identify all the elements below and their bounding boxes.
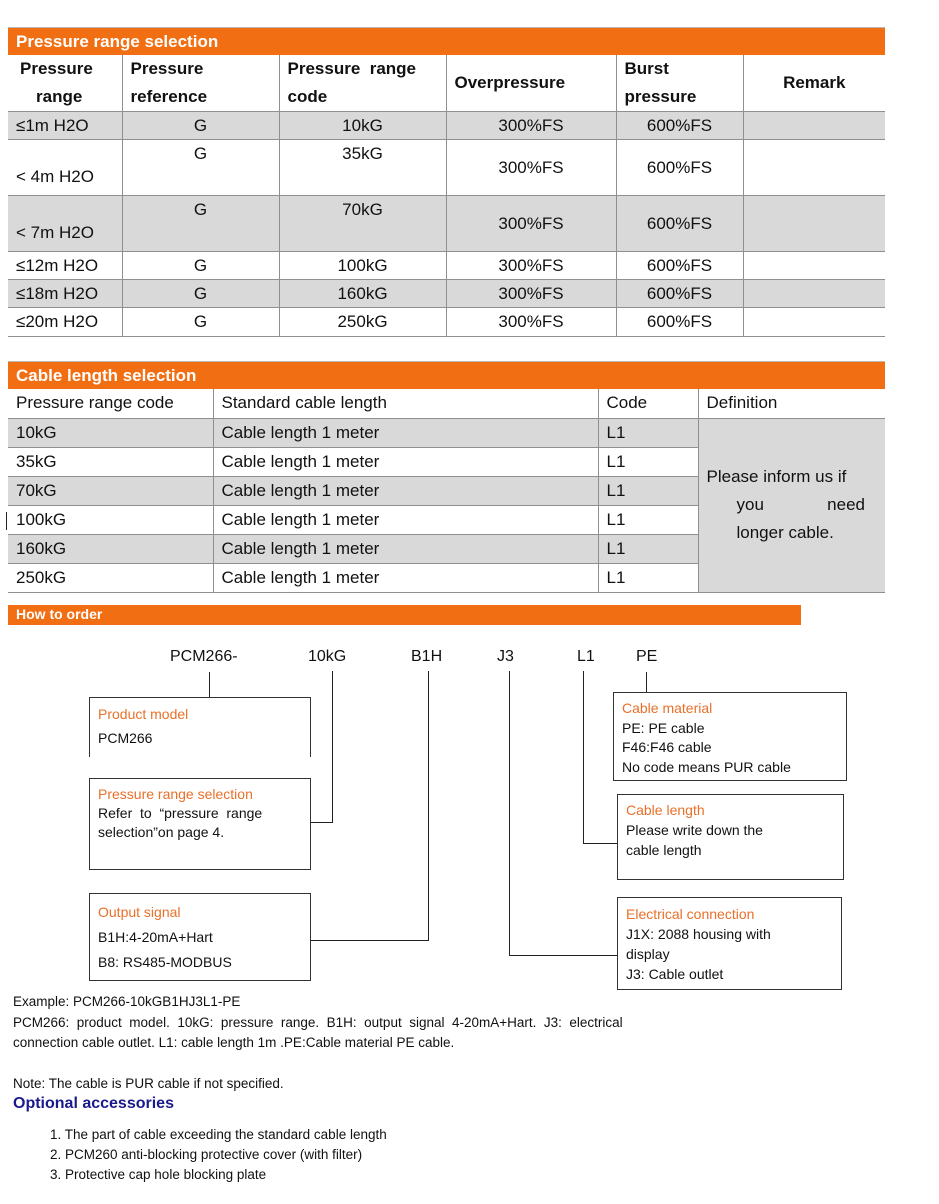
definition-line2a: you (736, 495, 764, 514)
cable-length-box (617, 794, 844, 880)
col-overpressure: Overpressure (446, 55, 616, 112)
output-signal-line1: B1H:4-20mA+Hart (98, 929, 213, 945)
cell-std: Cable length 1 meter (213, 534, 598, 563)
cell-std: Cable length 1 meter (213, 447, 598, 476)
table-row (8, 196, 885, 252)
connector-length-h (583, 843, 618, 844)
pressure-range-title: Pressure range selection (16, 32, 219, 51)
col-remark: Remark (743, 55, 885, 112)
cell-code: 35kG (8, 447, 213, 476)
cable-length-box-line2: cable length (626, 842, 702, 858)
cell-std: Cable length 1 meter (213, 563, 598, 592)
cell-burst: 600%FS (616, 196, 743, 252)
cable-material-line3: No code means PUR cable (622, 758, 791, 775)
table-row (8, 308, 885, 337)
cell-remark (743, 280, 885, 308)
cell-code: 160kG (279, 280, 446, 308)
col-pressure-range-code: Pressure range code (279, 55, 446, 112)
cell-over: 300%FS (446, 252, 616, 280)
cell-l-code: L1 (598, 418, 698, 447)
pressure-range-box (89, 778, 311, 870)
cell-burst: 600%FS (616, 112, 743, 140)
connector-range-v (332, 671, 333, 823)
definition-line3: longer cable. (736, 523, 834, 542)
electrical-connection-box (617, 897, 842, 990)
cell-over: 300%FS (446, 112, 616, 140)
connector-material (646, 672, 647, 692)
col-code: Code (598, 389, 698, 418)
cell-remark (743, 140, 885, 196)
pressure-range-box-line1: Refer to “pressure range (98, 805, 263, 821)
cable-material-box (613, 692, 847, 781)
output-signal-line2: B8: RS485-MODBUS (98, 954, 232, 970)
connector-length-v (583, 671, 584, 844)
pressure-range-header (8, 27, 885, 55)
pressure-range-box-title: Pressure range selection (98, 786, 253, 802)
col-pressure-reference: Pressure reference (122, 55, 279, 112)
cell-std: Cable length 1 meter (213, 476, 598, 505)
table-row (8, 418, 885, 447)
cell-ref: G (122, 140, 279, 196)
connector-conn-h (509, 955, 617, 956)
cell-std: Cable length 1 meter (213, 505, 598, 534)
code-connection: J3 (497, 648, 514, 665)
col-pressure-range: Pressure range (8, 55, 122, 112)
cell-code: 70kG (8, 476, 213, 505)
cell-range: < 7m H2O (8, 196, 122, 252)
cell-range: < 4m H2O (8, 140, 122, 196)
table-row (8, 280, 885, 308)
how-to-order-title: How to order (16, 606, 103, 622)
cell-code: 100kG (279, 252, 446, 280)
cable-material-line1: PE: PE cable (622, 719, 705, 736)
cell-code: 160kG (8, 534, 213, 563)
table-header-row (8, 389, 885, 418)
output-signal-title: Output signal (98, 904, 181, 920)
cell-over: 300%FS (446, 140, 616, 196)
cell-definition (698, 418, 885, 592)
cable-length-box-title: Cable length (626, 802, 705, 818)
cell-l-code: L1 (598, 476, 698, 505)
accessory-item: 1. The part of cable exceeding the standard cable length (50, 1127, 387, 1142)
electrical-connection-line3: J3: Cable outlet (626, 966, 724, 982)
example-line1: Example: PCM266-10kGB1HJ3L1-PE (13, 994, 241, 1009)
cable-material-line2: F46:F46 cable (622, 739, 712, 755)
cell-burst: 600%FS (616, 308, 743, 337)
table-header-row (8, 55, 885, 112)
definition-line2b: need (827, 495, 865, 514)
code-model: PCM266- (170, 648, 238, 665)
electrical-connection-line2: display (626, 946, 670, 962)
table-row (8, 112, 885, 140)
pressure-range-table (8, 55, 885, 337)
cell-remark (743, 308, 885, 337)
margin-mark (6, 512, 7, 530)
cell-ref: G (122, 280, 279, 308)
cable-length-header (8, 361, 885, 389)
connector-conn-v (509, 671, 510, 956)
cell-remark (743, 196, 885, 252)
col-standard-cable-length: Standard cable length (213, 389, 598, 418)
cell-ref: G (122, 196, 279, 252)
product-model-value: PCM266 (98, 730, 153, 746)
cell-code: 250kG (8, 563, 213, 592)
table-row (8, 140, 885, 196)
pressure-range-box-line2: selection”on page 4. (98, 824, 225, 840)
connector-signal-h (310, 940, 429, 941)
product-model-title: Product model (98, 706, 189, 722)
col-pressure-range-code: Pressure range code (8, 389, 213, 418)
cell-l-code: L1 (598, 563, 698, 592)
cell-range: ≤1m H2O (8, 112, 122, 140)
cell-range: ≤20m H2O (8, 308, 122, 337)
cell-code: 70kG (279, 196, 446, 252)
cell-ref: G (122, 308, 279, 337)
accessories-title: Optional accessories (13, 1095, 174, 1112)
cell-over: 300%FS (446, 196, 616, 252)
connector-signal-v (428, 671, 429, 941)
output-signal-box (89, 893, 311, 981)
cell-ref: G (122, 112, 279, 140)
cell-burst: 600%FS (616, 140, 743, 196)
col-burst-pressure: Burst pressure (616, 55, 743, 112)
electrical-connection-title: Electrical connection (626, 906, 755, 922)
cell-burst: 600%FS (616, 280, 743, 308)
code-signal: B1H (411, 648, 443, 665)
example-line2: PCM266: product model. 10kG: pressure range. B1H: output signal 4-20mA+Hart. J3: electrical (13, 1015, 623, 1030)
cell-l-code: L1 (598, 447, 698, 476)
cell-over: 300%FS (446, 280, 616, 308)
col-definition: Definition (698, 389, 885, 418)
cell-code: 10kG (279, 112, 446, 140)
cable-material-title: Cable material (622, 700, 713, 716)
cell-l-code: L1 (598, 534, 698, 563)
table-row (8, 252, 885, 280)
cable-length-title: Cable length selection (16, 366, 197, 385)
code-length: L1 (577, 648, 595, 665)
example-line3: connection cable outlet. L1: cable length 1m .PE:Cable material PE cable. (13, 1035, 455, 1050)
cell-remark (743, 252, 885, 280)
cable-length-box-line1: Please write down the (626, 822, 763, 838)
cell-over: 300%FS (446, 308, 616, 337)
electrical-connection-line1: J1X: 2088 housing with (626, 926, 771, 942)
accessory-item: 2. PCM260 anti-blocking protective cover (with filter) (50, 1147, 363, 1162)
cell-remark (743, 112, 885, 140)
cell-l-code: L1 (598, 505, 698, 534)
how-to-order-header (8, 605, 801, 625)
cell-range: ≤18m H2O (8, 280, 122, 308)
cell-std: Cable length 1 meter (213, 418, 598, 447)
cable-length-table (8, 389, 885, 593)
cell-ref: G (122, 252, 279, 280)
definition-line1: Please inform us if (706, 467, 847, 486)
accessory-item: 3. Protective cap hole blocking plate (50, 1167, 267, 1182)
connector-model (209, 672, 210, 698)
product-model-box (89, 697, 311, 757)
cell-code: 100kG (8, 505, 213, 534)
code-material: PE (636, 648, 658, 665)
cell-burst: 600%FS (616, 252, 743, 280)
cell-range: ≤12m H2O (8, 252, 122, 280)
connector-range-h (310, 822, 333, 823)
cell-code: 250kG (279, 308, 446, 337)
cell-code: 35kG (279, 140, 446, 196)
cell-code: 10kG (8, 418, 213, 447)
code-range: 10kG (308, 648, 347, 665)
note-text: Note: The cable is PUR cable if not specified. (13, 1076, 284, 1091)
